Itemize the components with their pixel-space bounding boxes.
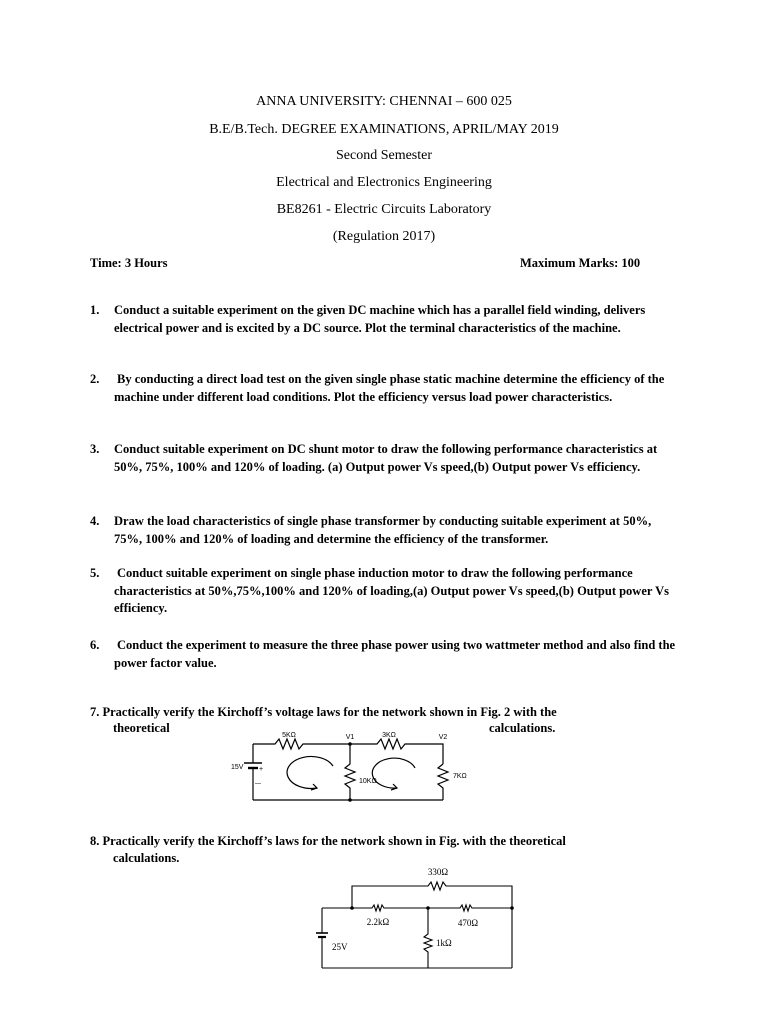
department: Electrical and Electronics Engineering xyxy=(276,175,492,190)
max-marks-label: Maximum Marks: 100 xyxy=(520,256,641,270)
question-8-line2: calculations. xyxy=(113,851,180,865)
question-7-word-right: calculations. xyxy=(489,721,556,735)
exam-title: B.E/B.Tech. DEGREE EXAMINATIONS, APRIL/MAY 2019 xyxy=(209,122,559,137)
question-5 xyxy=(90,565,680,618)
question-4 xyxy=(90,513,680,548)
node-v1-label: V1 xyxy=(345,734,355,741)
question-number: 4. xyxy=(90,514,100,528)
course-title: BE8261 - Electric Circuits Laboratory xyxy=(276,202,492,217)
time-label: Time: 3 Hours xyxy=(90,256,168,270)
question-1 xyxy=(90,302,680,337)
question-number: 6. xyxy=(90,638,100,652)
question-6 xyxy=(90,637,680,672)
question-number: 1. xyxy=(90,303,100,317)
resistor-2k2-label: 2.2kΩ xyxy=(366,917,390,927)
circuit-fig-2 xyxy=(225,728,490,808)
question-3 xyxy=(90,441,680,476)
source-15v-label: 15V xyxy=(231,764,244,771)
question-number: 3. xyxy=(90,442,100,456)
resistor-470-label: 470Ω xyxy=(457,918,479,928)
node-v2-label: V2 xyxy=(438,734,448,741)
question-number: 5. xyxy=(90,566,100,580)
minus-sign: — xyxy=(255,781,261,787)
question-8-line1: 8. Practically verify the Kirchoff’s laws for the network shown in Fig. with the theoretical xyxy=(90,834,566,848)
resistor-1k-label: 1kΩ xyxy=(436,938,452,948)
resistor-3k-label: 3KΩ xyxy=(382,732,396,739)
resistor-10k-label: 10KΩ xyxy=(359,778,377,785)
resistor-7k-label: 7KΩ xyxy=(453,773,467,780)
question-7-line1: 7. Practically verify the Kirchoff’s voltage laws for the network shown in Fig. 2 with the xyxy=(90,705,557,719)
university-title: ANNA UNIVERSITY: CHENNAI – 600 025 xyxy=(256,94,512,109)
plus-sign: + xyxy=(259,766,264,773)
question-number: 2. xyxy=(90,372,100,386)
question-text: By conducting a direct load test on the given single phase static machine determine the efficiency of the machine under different load conditions. Plot the efficiency versus load power characteristics. xyxy=(114,372,665,404)
circuit-fig-8 xyxy=(310,862,525,972)
resistor-5k-label: 5KΩ xyxy=(282,732,296,739)
question-text: Conduct a suitable experiment on the given DC machine which has a parallel field winding, delivers electrical power and is excited by a DC source. Plot the terminal characteristics of the machine. xyxy=(114,303,646,335)
question-text: Conduct the experiment to measure the three phase power using two wattmeter method and also find the power factor value. xyxy=(114,638,676,670)
question-2 xyxy=(90,371,680,406)
question-text: Conduct suitable experiment on single phase induction motor to draw the following performance characteristics at 50%,75%,100% and 120% of loading,(a) Output power Vs speed,(b) Output power Vs efficiency. xyxy=(114,566,669,615)
question-text: Conduct suitable experiment on DC shunt motor to draw the following performance characteristics at 50%, 75%, 100% and 120% of loading. (a) Output power Vs speed,(b) Output power Vs efficiency. xyxy=(114,442,658,474)
question-7-word-left: theoretical xyxy=(113,721,170,735)
source-25v-label: 25V xyxy=(332,942,348,952)
regulation: (Regulation 2017) xyxy=(332,229,436,244)
resistor-330-label: 330Ω xyxy=(427,867,449,877)
semester: Second Semester xyxy=(335,148,433,163)
question-text: Draw the load characteristics of single phase transformer by conducting suitable experiment at 50%, 75%, 100% and 120% of loading and determine the efficiency of the transformer. xyxy=(114,514,652,546)
